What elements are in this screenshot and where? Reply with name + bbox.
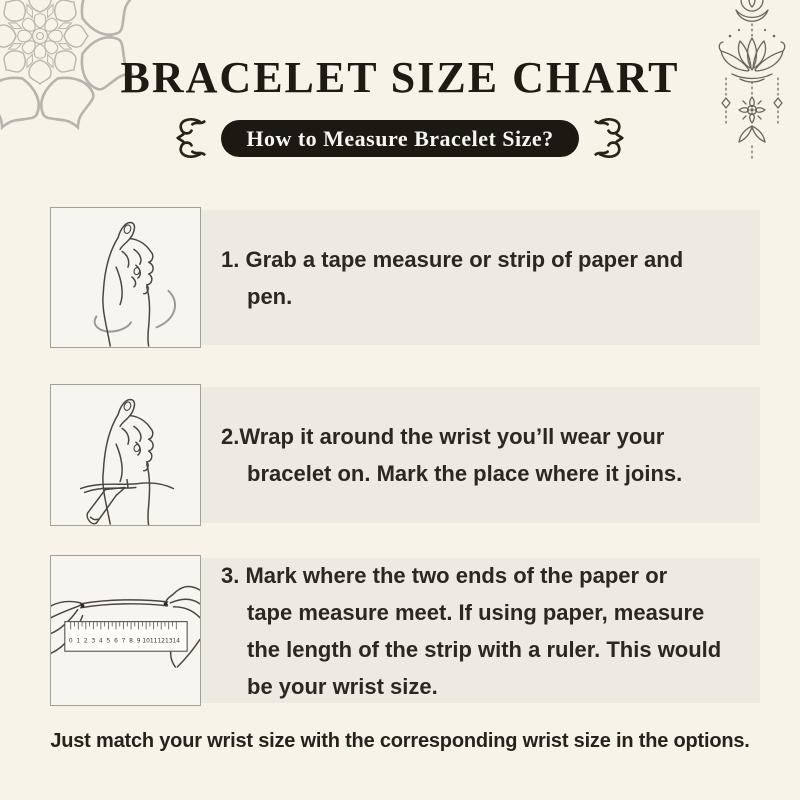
svg-text:2: 2 xyxy=(83,638,88,645)
svg-text:13: 13 xyxy=(164,638,173,645)
curly-flourish-left-icon xyxy=(165,112,207,164)
how-to-measure-badge: How to Measure Bracelet Size? xyxy=(221,120,578,157)
svg-text:8: 8 xyxy=(129,638,133,645)
curly-flourish-right-icon xyxy=(593,112,635,164)
svg-text:10: 10 xyxy=(142,638,150,645)
step-3-text xyxy=(201,557,721,705)
svg-text:4: 4 xyxy=(99,638,103,645)
step-line: 2.Wrap it around the wrist you’ll wear your xyxy=(221,424,665,449)
page-title: BRACELET SIZE CHART xyxy=(120,53,680,102)
step-line: bracelet on. Mark the place where it joins. xyxy=(247,461,683,486)
step-1-text xyxy=(201,241,683,315)
footer-note: Just match your wrist size with the corresponding wrist size in the options. xyxy=(50,730,750,752)
step-line: 3. Mark where the two ends of the paper or xyxy=(221,562,668,588)
svg-text:7: 7 xyxy=(121,638,126,645)
step-line: pen. xyxy=(247,283,293,309)
step-line: tape measure meet. If using paper, measure xyxy=(247,599,705,625)
svg-text:9: 9 xyxy=(136,638,141,645)
svg-text:0: 0 xyxy=(68,638,73,645)
step-2-illustration-wrist-marking-icon xyxy=(50,384,201,526)
step-line: 1. Grab a tape measure or strip of paper and xyxy=(221,246,684,272)
step-3-illustration-strip-ruler-icon xyxy=(50,555,201,706)
step-1-row xyxy=(50,210,760,345)
step-line: the length of the strip with a ruler. This would xyxy=(247,636,722,662)
svg-text:14: 14 xyxy=(172,638,181,645)
step-2-text xyxy=(201,418,682,492)
svg-text:12: 12 xyxy=(157,638,165,645)
svg-text:5: 5 xyxy=(106,638,111,645)
step-2-row xyxy=(50,387,760,523)
step-1-illustration-hand-fist-icon xyxy=(50,207,201,348)
svg-text:6: 6 xyxy=(114,638,118,645)
svg-text:1: 1 xyxy=(76,638,81,645)
svg-text:11: 11 xyxy=(149,638,158,645)
ruler-numbers xyxy=(69,638,180,644)
instruction-steps xyxy=(50,210,760,703)
step-line: be your wrist size. xyxy=(247,673,438,699)
svg-text:3: 3 xyxy=(91,638,96,645)
step-3-row xyxy=(50,558,760,703)
badge-row xyxy=(0,112,800,164)
